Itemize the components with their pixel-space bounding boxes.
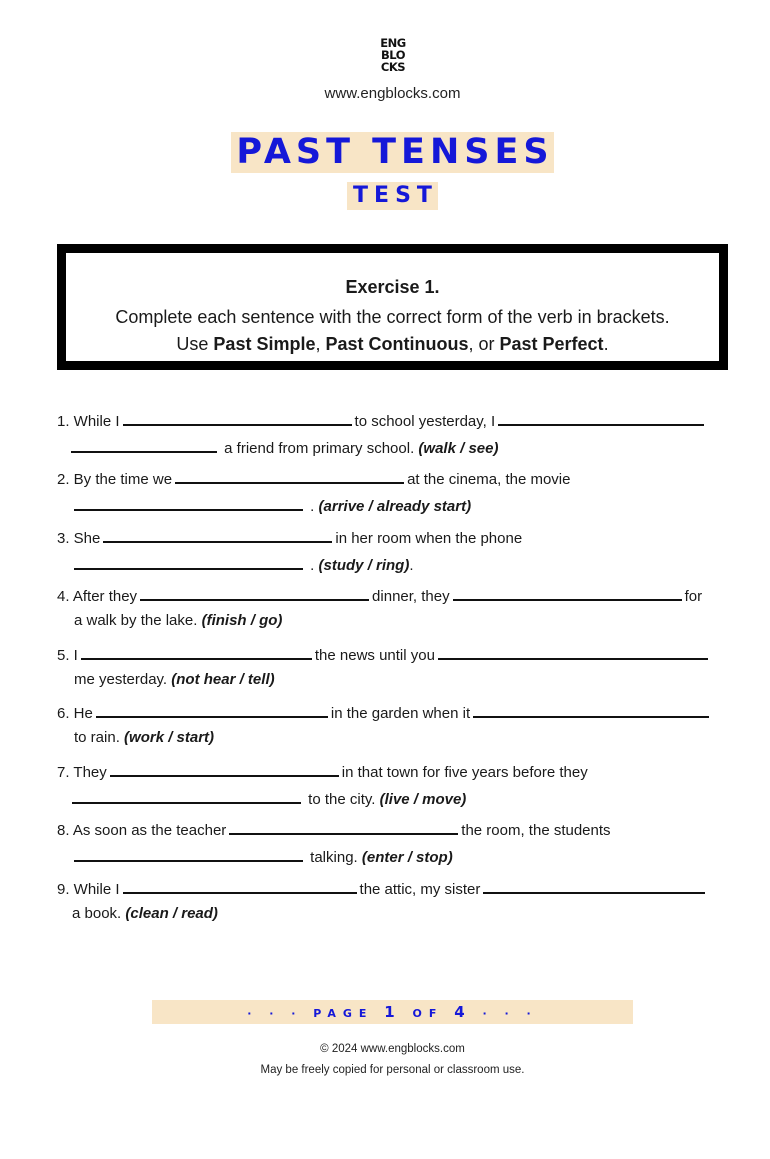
verb-hint: (work / start)	[124, 729, 215, 746]
question-4-line-2	[74, 612, 282, 630]
question-text: to school yesterday, I	[354, 413, 496, 430]
question-text: in the garden when it	[330, 705, 471, 722]
question-3-line-1	[57, 527, 522, 548]
question-text: the attic, my sister	[359, 881, 481, 898]
question-8-line-1	[57, 819, 611, 840]
verb-hint: (not hear / tell)	[171, 671, 275, 688]
answer-blank[interactable]	[103, 527, 332, 543]
use-prefix: Use	[176, 334, 214, 354]
verb-hint: (clean / read)	[125, 905, 218, 922]
question-text: the news until you	[314, 647, 435, 664]
question-text: to rain.	[74, 729, 120, 746]
question-7-line-2	[72, 788, 466, 809]
answer-blank[interactable]	[123, 878, 357, 894]
question-text: to the city.	[308, 791, 376, 808]
page-title: PAST TENSES	[231, 132, 553, 173]
answer-blank[interactable]	[229, 819, 458, 835]
page-total: 4	[454, 1003, 472, 1021]
logo-line: BLO	[381, 48, 405, 62]
usage-note: May be freely copied for personal or classroom use.	[260, 1064, 525, 1076]
tense-past-perfect: Past Perfect	[499, 334, 604, 354]
question-9-line-2	[72, 905, 218, 923]
answer-blank[interactable]	[453, 585, 682, 601]
site-url: www.engblocks.com	[324, 85, 461, 102]
question-text: .	[310, 557, 315, 574]
question-6-line-1	[57, 702, 712, 723]
question-text: at the cinema, the movie	[407, 471, 571, 488]
question-text: a walk by the lake.	[74, 612, 198, 629]
question-text: dinner, they	[372, 588, 450, 605]
verb-hint: (walk / see)	[418, 440, 499, 457]
page-number: 1	[384, 1003, 402, 1021]
tense-past-simple: Past Simple	[213, 334, 316, 354]
question-text: the room, the students	[461, 822, 611, 839]
question-text: 8. As soon as the teacher	[57, 822, 227, 839]
question-8-line-2	[74, 846, 453, 867]
question-text: .	[310, 498, 315, 515]
page-suffix: · · ·	[482, 1007, 538, 1020]
answer-blank[interactable]	[483, 878, 705, 894]
logo	[376, 37, 410, 73]
question-9-line-1	[57, 878, 708, 899]
instruction-box	[57, 244, 728, 370]
verb-hint: (enter / stop)	[361, 849, 453, 866]
copyright: © 2024 www.engblocks.com	[320, 1043, 465, 1055]
question-2-line-2	[74, 495, 471, 516]
answer-blank[interactable]	[498, 410, 704, 426]
separator: ,	[315, 334, 326, 354]
question-text: in that town for five years before they	[341, 764, 588, 781]
question-text: for	[684, 588, 703, 605]
question-text: me yesterday.	[74, 671, 168, 688]
answer-blank[interactable]	[74, 554, 303, 570]
tense-past-continuous: Past Continuous	[325, 334, 469, 354]
question-text: 1. While I	[57, 413, 120, 430]
answer-blank[interactable]	[175, 468, 404, 484]
answer-blank[interactable]	[74, 495, 303, 511]
verb-hint: (finish / go)	[201, 612, 283, 629]
question-text: a book.	[72, 905, 122, 922]
tense-list	[66, 334, 719, 355]
verb-hint: (study / ring)	[318, 557, 410, 574]
answer-blank[interactable]	[74, 846, 303, 862]
answer-blank[interactable]	[81, 644, 312, 660]
question-3-line-2	[74, 554, 414, 575]
exercise-title: Exercise 1.	[345, 277, 440, 297]
verb-hint: (live / move)	[379, 791, 467, 808]
question-text: 9. While I	[57, 881, 120, 898]
question-4-line-1	[57, 585, 702, 606]
answer-blank[interactable]	[473, 702, 709, 718]
logo-line: ENG	[380, 36, 406, 50]
answer-blank[interactable]	[140, 585, 369, 601]
question-text: 7. They	[57, 764, 107, 781]
page-of: OF	[412, 1007, 444, 1020]
question-1-line-1	[57, 410, 707, 431]
question-text: 5. I	[57, 647, 78, 664]
answer-blank[interactable]	[71, 437, 217, 453]
verb-hint: (arrive / already start)	[318, 498, 472, 515]
question-text: in her room when the phone	[335, 530, 523, 547]
question-text: 4. After they	[57, 588, 138, 605]
answer-blank[interactable]	[96, 702, 328, 718]
question-text: 2. By the time we	[57, 471, 173, 488]
question-text: 6. He	[57, 705, 93, 722]
answer-blank[interactable]	[438, 644, 708, 660]
page-label: · · · PAGE	[247, 1007, 374, 1020]
separator: , or	[468, 334, 500, 354]
page-subtitle: TEST	[347, 182, 438, 210]
question-text: 3. She	[57, 530, 101, 547]
question-text: .	[409, 557, 414, 574]
page-indicator	[152, 1000, 633, 1024]
question-2-line-1	[57, 468, 570, 489]
question-5-line-1	[57, 644, 711, 665]
answer-blank[interactable]	[72, 788, 301, 804]
question-text: talking.	[310, 849, 358, 866]
question-5-line-2	[74, 671, 275, 689]
question-6-line-2	[74, 729, 214, 747]
instruction-text: Complete each sentence with the correct form of the verb in brackets.	[115, 307, 670, 327]
question-1-line-2	[71, 437, 498, 458]
question-text: a friend from primary school.	[224, 440, 415, 457]
answer-blank[interactable]	[123, 410, 352, 426]
period: .	[603, 334, 609, 354]
question-7-line-1	[57, 761, 588, 782]
answer-blank[interactable]	[110, 761, 339, 777]
logo-line: CKS	[380, 60, 406, 74]
